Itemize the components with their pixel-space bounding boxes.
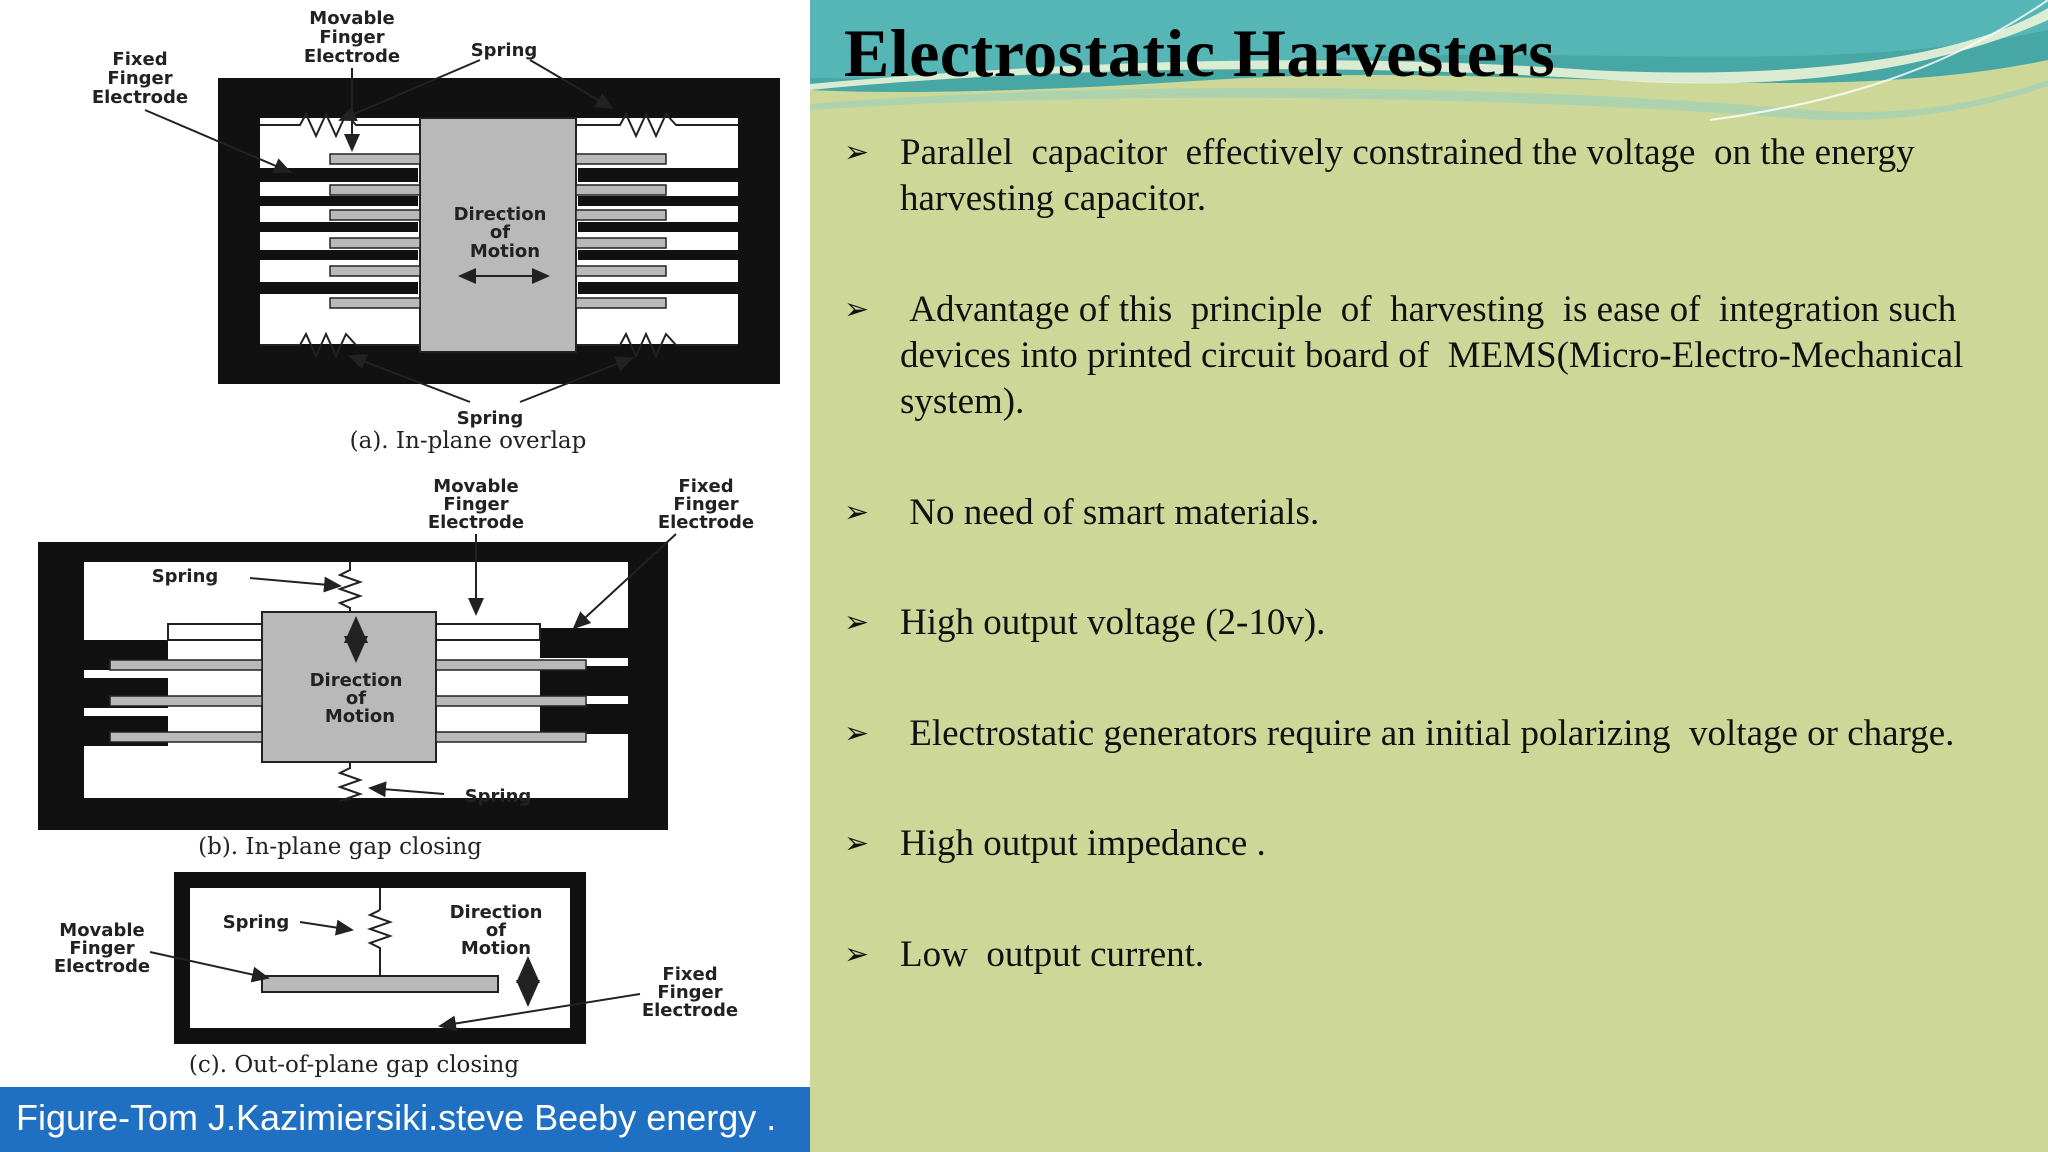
bullet-text: Electrostatic generators require an initial polarizing voltage or charge. bbox=[900, 713, 1955, 754]
spring-label-c: Spring bbox=[222, 912, 290, 933]
direction-label-c3: Motion bbox=[460, 938, 532, 959]
fixed-label-b1: Fixed bbox=[678, 476, 734, 497]
fixed-label-a2: Finger bbox=[107, 68, 173, 89]
bullet-item bbox=[844, 490, 2014, 536]
direction-label-c1: Direction bbox=[449, 902, 543, 923]
movable-label-b3: Electrode bbox=[427, 512, 525, 533]
caption-a: (a). In-plane overlap bbox=[349, 428, 587, 454]
diagram-c bbox=[54, 872, 738, 1078]
bullet-item bbox=[844, 600, 2014, 646]
movable-label-c2: Finger bbox=[69, 938, 135, 959]
arrow-bullet-icon: ➢ bbox=[844, 292, 870, 327]
spring-label-a-bottom: Spring bbox=[456, 408, 524, 429]
fixed-label-a3: Electrode bbox=[91, 87, 189, 108]
spring-label-a-top: Spring bbox=[470, 40, 538, 61]
direction-label-b3: Motion bbox=[324, 706, 396, 727]
text-panel bbox=[810, 0, 2048, 1152]
direction-label-a3: Motion bbox=[469, 241, 541, 262]
direction-label-b1: Direction bbox=[309, 670, 403, 691]
bullet-text: High output impedance . bbox=[900, 823, 1266, 864]
diagram-a bbox=[92, 8, 780, 454]
movable-label-a1: Movable bbox=[309, 8, 395, 29]
figure-credit-bar: Figure-Tom J.Kazimiersiki.steve Beeby energy . bbox=[0, 1087, 813, 1152]
movable-label-a2: Finger bbox=[319, 27, 385, 48]
spring-label-b-top: Spring bbox=[151, 566, 219, 587]
bullet-item bbox=[844, 821, 2014, 867]
comb-right-a bbox=[576, 154, 738, 308]
fixed-label-c2: Finger bbox=[657, 982, 723, 1003]
bullet-item bbox=[844, 932, 2014, 978]
arrow-bullet-icon: ➢ bbox=[844, 495, 870, 530]
fixed-label-c1: Fixed bbox=[662, 964, 718, 985]
diagram-b bbox=[38, 476, 754, 860]
movable-label-c3: Electrode bbox=[53, 956, 151, 977]
arrow-bullet-icon: ➢ bbox=[844, 716, 870, 751]
bullet-item bbox=[844, 130, 2014, 222]
figure-panel bbox=[0, 0, 810, 1152]
bullet-list bbox=[810, 0, 2048, 1152]
bullet-item bbox=[844, 711, 2014, 757]
arrow-bullet-icon: ➢ bbox=[844, 826, 870, 861]
bullet-text: Advantage of this principle of harvesting is ease of integration such devices into printed circuit board of MEMS(Micro-Electro-Mechanical system). bbox=[900, 289, 1973, 422]
arrow-bullet-icon: ➢ bbox=[844, 135, 870, 170]
arrow-bullet-icon: ➢ bbox=[844, 605, 870, 640]
bullet-text: High output voltage (2-10v). bbox=[900, 602, 1326, 643]
fixed-label-b2: Finger bbox=[673, 494, 739, 515]
comb-left-a bbox=[260, 154, 420, 308]
movable-label-c1: Movable bbox=[59, 920, 145, 941]
slide-title: Electrostatic Harvesters bbox=[844, 15, 1556, 91]
caption-c: (c). Out-of-plane gap closing bbox=[188, 1052, 520, 1078]
direction-label-a1: Direction bbox=[453, 204, 547, 225]
bullet-text: Low output current. bbox=[900, 934, 1205, 975]
movable-label-b2: Finger bbox=[443, 494, 509, 515]
arrow-bullet-icon: ➢ bbox=[844, 937, 870, 972]
movable-label-a3: Electrode bbox=[303, 46, 401, 67]
movable-label-b1: Movable bbox=[433, 476, 519, 497]
direction-label-a2: of bbox=[489, 222, 511, 243]
direction-label-c2: of bbox=[485, 920, 507, 941]
mems-diagram bbox=[0, 0, 810, 1090]
fixed-label-a1: Fixed bbox=[112, 49, 168, 70]
spring-label-b-bottom: Spring bbox=[464, 786, 532, 807]
bullet-text: No need of smart materials. bbox=[900, 492, 1320, 533]
movable-plate-c bbox=[262, 976, 498, 992]
fixed-label-b3: Electrode bbox=[657, 512, 755, 533]
caption-b: (b). In-plane gap closing bbox=[198, 834, 482, 860]
bullet-text: Parallel capacitor effectively constrained the voltage on the energy harvesting capacitor. bbox=[900, 132, 1924, 219]
direction-label-b2: of bbox=[345, 688, 367, 709]
fixed-label-c3: Electrode bbox=[641, 1000, 739, 1021]
bullet-item bbox=[844, 287, 2014, 425]
